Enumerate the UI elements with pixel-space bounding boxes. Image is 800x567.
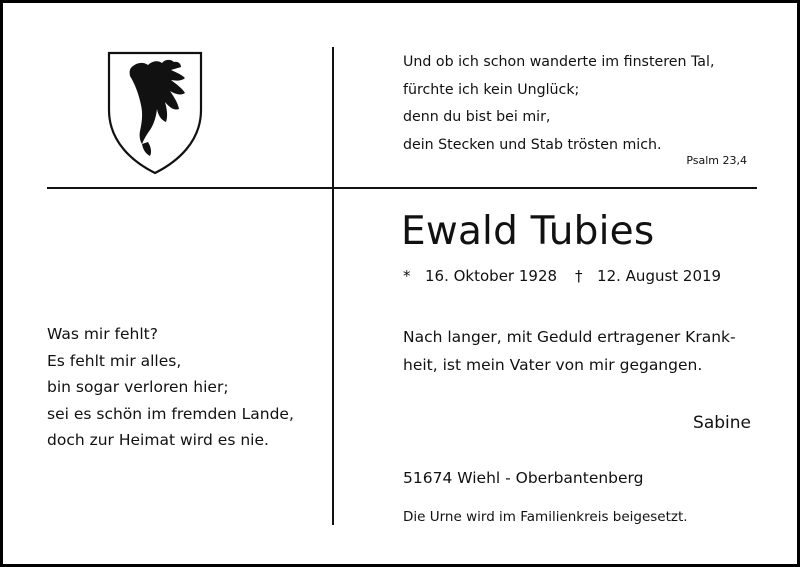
location: 51674 Wiehl - Oberbantenberg (403, 469, 644, 487)
psalm-quote (403, 49, 733, 159)
life-dates (403, 267, 721, 285)
psalm-line: Und ob ich schon wanderte im finsteren Tal, (403, 54, 715, 70)
birth-date: 16. Oktober 1928 (425, 267, 558, 285)
psalm-line: denn du bist bei mir, (403, 109, 551, 125)
psalm-line: fürchte ich kein Unglück; (403, 81, 580, 98)
birth-symbol: * (403, 267, 411, 285)
deceased-name: Ewald Tubies (401, 209, 655, 254)
death-symbol: † (575, 267, 583, 285)
poem-line: doch zur Heimat wird es nie. (47, 431, 269, 449)
poem-line: sei es schön im fremden Lande, (47, 404, 294, 423)
poem (47, 321, 294, 454)
vertical-divider (332, 47, 334, 525)
antler-coat-of-arms-icon (105, 50, 205, 176)
poem-line: Was mir fehlt? (47, 325, 158, 343)
message-line: heit, ist mein Vater von mir gegangen. (403, 356, 703, 374)
message-line: Nach langer, mit Geduld ertragener Krank- (403, 328, 736, 346)
poem-line: bin sogar verloren hier; (47, 378, 229, 396)
signature: Sabine (693, 413, 751, 433)
burial-note: Die Urne wird im Familienkreis beigesetzt. (403, 509, 688, 525)
psalm-line: dein Stecken und Stab trösten mich. (403, 136, 662, 153)
death-date: 12. August 2019 (597, 267, 722, 285)
psalm-reference: Psalm 23,4 (686, 154, 747, 167)
poem-line: Es fehlt mir alles, (47, 351, 182, 370)
horizontal-divider (47, 187, 757, 189)
obituary-message (403, 323, 763, 379)
